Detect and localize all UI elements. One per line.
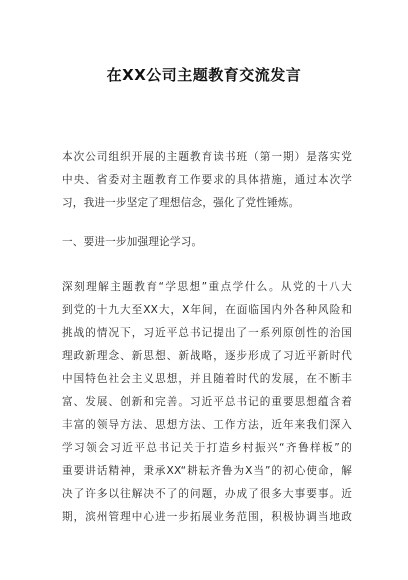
text-line: 中国特色社会主义思想，并且随着时代的发展，在不断丰 [62, 373, 352, 385]
text-line: 丰富的领导方法、思想方法、工作方法，近年来我们深入 [62, 419, 352, 431]
text-line: 富、发展、创新和完善。习近平总书记的重要思想蕴含着 [62, 396, 352, 408]
text-line: 重要讲话精神，秉承XX“耕耘齐鲁为X当”的初心使命，解 [62, 465, 352, 477]
text-line: 理政新理念、新思想、新战略，逐步形成了习近平新时代 [62, 350, 352, 362]
text-line: 到党的十九大至XX大，X年间，在面临国内外各种风险和 [62, 304, 352, 316]
text-line: 本次公司组织开展的主题教育读书班（第一期）是落实党 [62, 151, 352, 163]
text-line: 期，滨州管理中心进一步拓展业务范围，积极协调当地政 [62, 511, 352, 523]
text-line: 习，我进一步坚定了理想信念，强化了党性锤炼。 [62, 197, 300, 209]
paragraph-intro [62, 146, 352, 215]
text-line: 挑战的情况下，习近平总书记提出了一系列原创性的治国 [62, 327, 352, 339]
text-line: 一、要进一步加强理论学习。 [62, 236, 203, 248]
section-heading [62, 231, 352, 254]
text-line: 决了许多以往解决不了的问题，办成了很多大事要事。近 [62, 488, 352, 500]
text-line: 中央、省委对主题教育工作要求的具体措施，通过本次学 [62, 174, 352, 186]
document-title: 在XX公司主题教育交流发言 [106, 66, 302, 84]
paragraph-body [62, 276, 352, 529]
text-line: 学习领会习近平总书记关于打造乡村振兴“齐鲁样板”的 [62, 442, 352, 454]
text-line: 深刻理解主题教育“学思想”重点学什么。从党的十八大 [62, 281, 352, 293]
